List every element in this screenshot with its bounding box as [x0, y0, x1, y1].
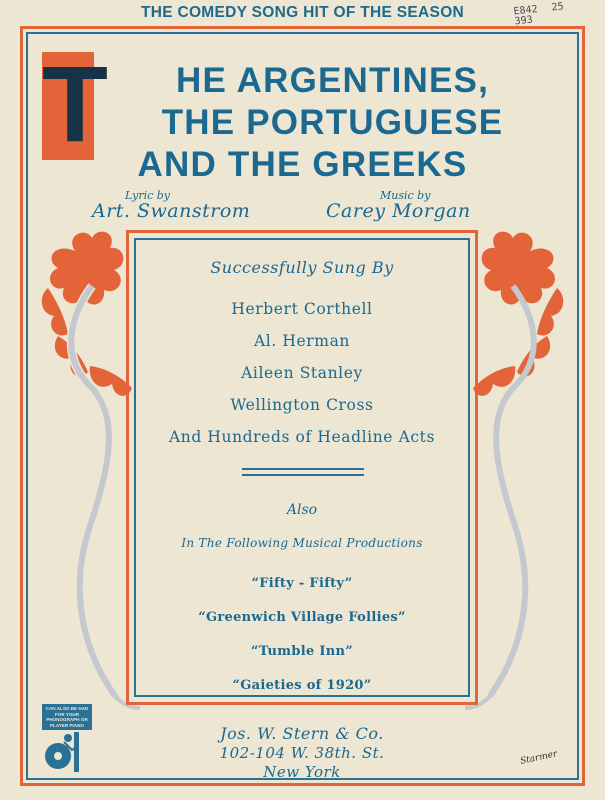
- lyric-role: Lyric by: [125, 189, 171, 202]
- stamp-line2: 393: [514, 14, 534, 28]
- performer-item: Wellington Cross: [230, 396, 374, 414]
- title-line-3: AND THE GREEKS: [137, 145, 468, 184]
- title-line-2: THE PORTUGUESE: [161, 103, 504, 142]
- publisher-name: Jos. W. Stern & Co.: [220, 724, 384, 743]
- phonograph-badge: CAN ALSO BE HAD FOR YOUR PHONOGRAPH OR PLAYER PIANO: [42, 704, 92, 730]
- floral-ornament-right: [465, 226, 575, 716]
- performer-item: Aileen Stanley: [241, 364, 363, 382]
- divider-rule: [242, 474, 364, 476]
- performer-item: Al. Herman: [253, 332, 351, 350]
- production-item: “Gaieties of 1920”: [232, 678, 372, 693]
- top-banner: THE COMEDY SONG HIT OF THE SEASON: [140, 4, 465, 21]
- sung-by-heading: Successfully Sung By: [210, 258, 394, 277]
- artist-signature: Starmer: [519, 749, 559, 767]
- production-item: “Fifty - Fifty”: [251, 576, 353, 591]
- production-item: “Greenwich Village Follies”: [198, 610, 406, 625]
- drop-cap: T: [42, 43, 108, 164]
- phonograph-figure-icon: [44, 730, 96, 774]
- music-role: Music by: [380, 189, 431, 202]
- productions-heading: In The Following Musical Productions: [181, 536, 423, 550]
- stamp-suffix: 25: [550, 1, 565, 14]
- stamp-line1: E842: [513, 3, 539, 18]
- catalog-stamp: [513, 0, 600, 27]
- publisher-address: 102-104 W. 38th. St.: [219, 744, 385, 762]
- divider-rule: [242, 468, 364, 470]
- performer-item: Herbert Corthell: [231, 300, 373, 318]
- also-label: Also: [286, 502, 318, 518]
- production-item: “Tumble Inn”: [250, 644, 354, 659]
- publisher-city: New York: [263, 763, 341, 781]
- lyricist-name: Art. Swanstrom: [92, 200, 251, 222]
- floral-ornament-left: [30, 226, 140, 716]
- title-line-1: HE ARGENTINES,: [175, 61, 490, 100]
- composer-name: Carey Morgan: [326, 200, 471, 222]
- performer-item: And Hundreds of Headline Acts: [168, 428, 436, 446]
